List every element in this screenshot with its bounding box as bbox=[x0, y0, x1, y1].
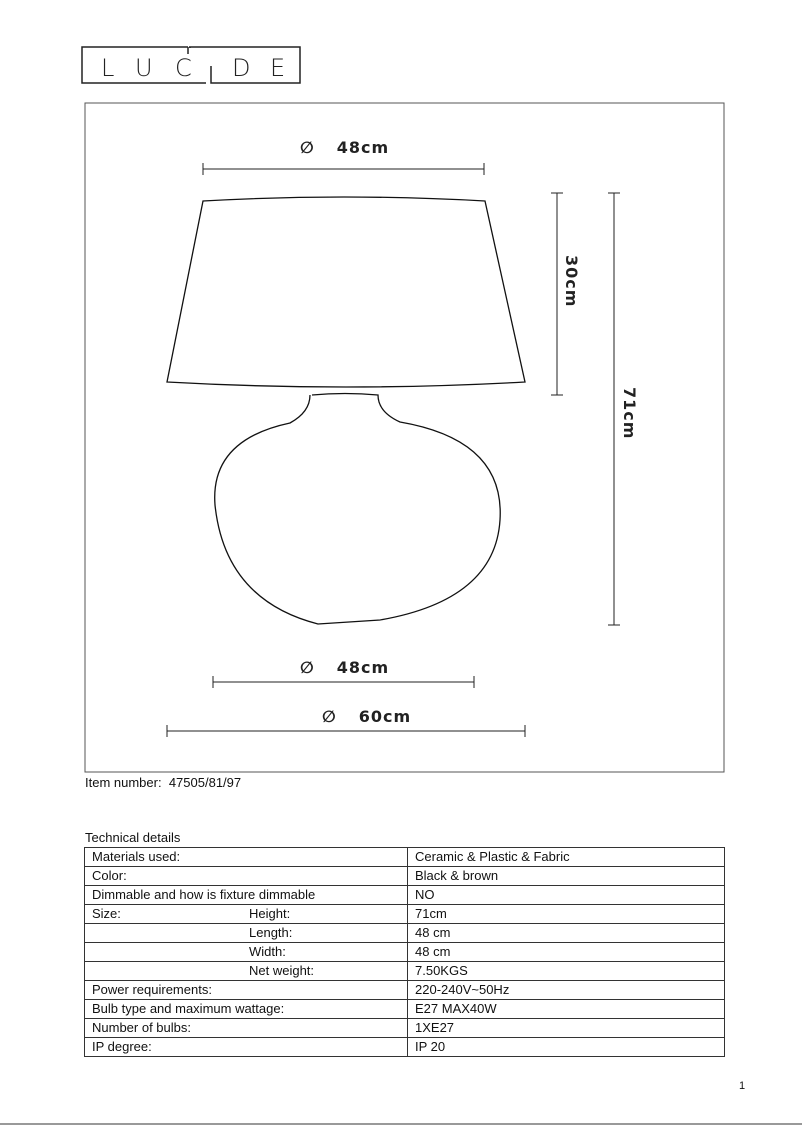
table-row bbox=[85, 1019, 725, 1038]
row-label-cell bbox=[85, 943, 408, 962]
lamp-outline bbox=[167, 197, 525, 624]
svg-text:L: L bbox=[101, 54, 115, 82]
row-value: IP 20 bbox=[408, 1038, 725, 1057]
total-height-label: 71cm bbox=[620, 387, 639, 440]
table-row bbox=[85, 962, 725, 981]
row-label-cell bbox=[85, 1000, 408, 1019]
row-value: NO bbox=[408, 886, 725, 905]
row-label: Materials used: bbox=[92, 849, 181, 864]
table-row bbox=[85, 943, 725, 962]
row-sublabel: Height: bbox=[249, 906, 291, 921]
row-label: Number of bulbs: bbox=[92, 1020, 191, 1035]
overall-diameter-label: ∅ 60cm bbox=[322, 707, 412, 726]
row-value: 7.50KGS bbox=[408, 962, 725, 981]
row-sublabel: Net weight: bbox=[249, 963, 315, 978]
row-label-cell bbox=[85, 962, 408, 981]
row-sublabel: Length: bbox=[249, 925, 293, 940]
item-number-label: Item number: bbox=[85, 775, 162, 790]
table-row bbox=[85, 886, 725, 905]
item-number-value: 47505/81/97 bbox=[168, 775, 242, 790]
row-label-cell bbox=[85, 848, 408, 867]
row-value: E27 MAX40W bbox=[408, 1000, 725, 1019]
svg-text:C: C bbox=[175, 54, 192, 82]
svg-text:D: D bbox=[232, 54, 251, 82]
row-label-cell bbox=[85, 905, 408, 924]
row-value: 220-240V~50Hz bbox=[408, 981, 725, 1000]
row-label-cell bbox=[85, 981, 408, 1000]
technical-details-title: Technical details bbox=[85, 830, 181, 845]
table-row bbox=[85, 905, 725, 924]
technical-details-table bbox=[84, 847, 725, 1057]
lamp-base bbox=[215, 394, 501, 625]
table-row bbox=[85, 1038, 725, 1057]
row-label: IP degree: bbox=[92, 1039, 152, 1054]
row-value: 71cm bbox=[408, 905, 725, 924]
row-value: 48 cm bbox=[408, 943, 725, 962]
dimension-lines bbox=[167, 163, 620, 737]
row-label: Size: bbox=[92, 906, 121, 921]
row-label-cell bbox=[85, 924, 408, 943]
svg-text:U: U bbox=[135, 54, 153, 82]
row-label-cell bbox=[85, 1038, 408, 1057]
shade-height-label: 30cm bbox=[562, 255, 581, 308]
svg-text:E: E bbox=[270, 54, 286, 82]
row-label-cell bbox=[85, 886, 408, 905]
row-label: Power requirements: bbox=[92, 982, 212, 997]
table-row bbox=[85, 848, 725, 867]
row-value: 1XE27 bbox=[408, 1019, 725, 1038]
row-label: Bulb type and maximum wattage: bbox=[92, 1001, 285, 1016]
row-value: Black & brown bbox=[408, 867, 725, 886]
row-label: Color: bbox=[92, 868, 127, 883]
base-diameter-label: ∅ 48cm bbox=[300, 658, 390, 677]
item-number bbox=[85, 775, 241, 790]
lamp-shade bbox=[167, 197, 525, 387]
row-label: Dimmable and how is fixture dimmable bbox=[92, 887, 316, 902]
table-row bbox=[85, 924, 725, 943]
table-row bbox=[85, 1000, 725, 1019]
table-row bbox=[85, 867, 725, 886]
row-label-cell bbox=[85, 867, 408, 886]
table-row bbox=[85, 981, 725, 1000]
row-value: Ceramic & Plastic & Fabric bbox=[408, 848, 725, 867]
row-value: 48 cm bbox=[408, 924, 725, 943]
page-number: 1 bbox=[739, 1080, 746, 1092]
shade-diameter-label: ∅ 48cm bbox=[300, 138, 390, 157]
logo-letters bbox=[101, 54, 285, 82]
row-label-cell bbox=[85, 1019, 408, 1038]
row-sublabel: Width: bbox=[249, 944, 286, 959]
